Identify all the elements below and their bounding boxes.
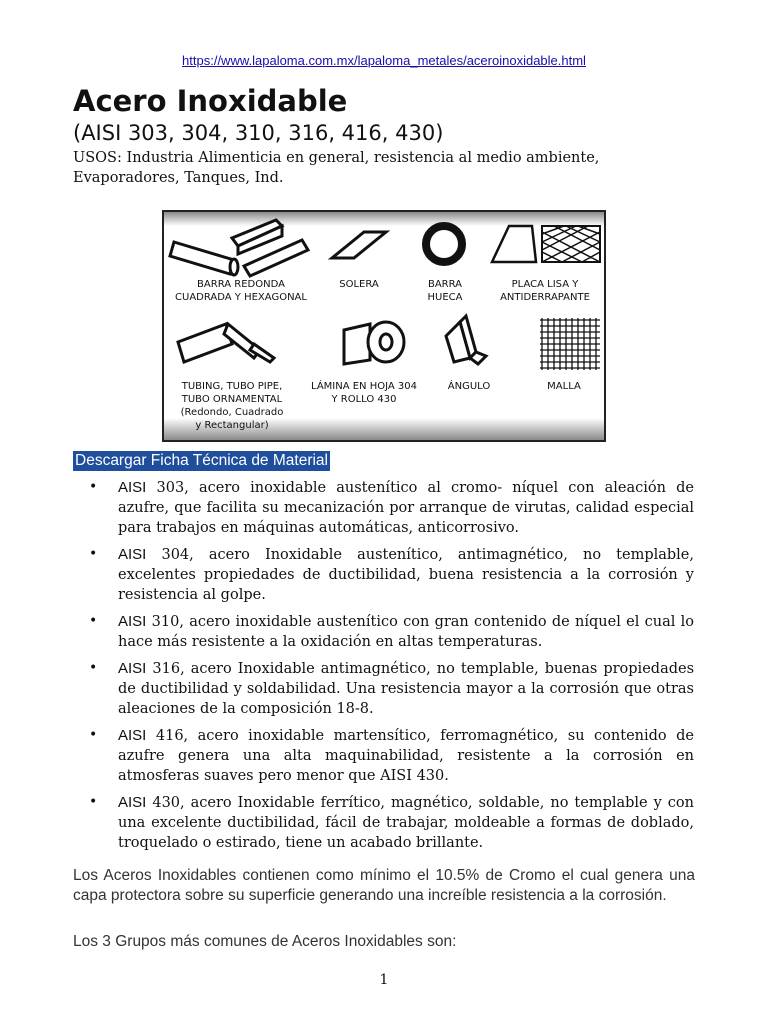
square-bar-shape <box>232 220 282 254</box>
chromium-paragraph: Los Aceros Inoxidables contienen como mínimo el 10.5% de Cromo el cual genera una capa protectora sobre su superficie generando una increíble resistencia a la corrosión. <box>73 867 695 904</box>
bullet-icon: • <box>89 546 98 562</box>
bullet-icon: • <box>89 613 98 629</box>
list-item <box>90 659 694 719</box>
page-number: 1 <box>379 972 389 988</box>
list-item <box>90 478 694 538</box>
bullet-icon: • <box>89 794 98 810</box>
mesh-shape <box>540 318 600 370</box>
flat-bar-shape <box>332 232 386 258</box>
label-lamina: LÁMINA EN HOJA 304 Y ROLLO 430 <box>311 381 417 405</box>
diamond-plate-shape <box>542 226 600 262</box>
label-tubing: TUBING, TUBO PIPE, TUBO ORNAMENTAL (Redondo, Cuadrado y Rectangular) <box>180 381 284 431</box>
label-barra-hueca: BARRA HUECA <box>427 279 463 303</box>
groups-paragraph: Los 3 Grupos más comunes de Aceros Inoxidables son: <box>73 933 457 950</box>
aisi-grades-list <box>90 478 694 860</box>
round-bar-shape <box>170 242 238 275</box>
item-text: 303, acero inoxidable austenítico al cromo- níquel con aleación de azufre, que facilita su mecanización por arranque de virutas, calidad especial para trabajos en máquinas automáticas, anticorrosivo. <box>118 480 695 536</box>
aisi-label: AISI <box>118 546 147 563</box>
item-text: 416, acero inoxidable martensítico, ferromagnético, su contenido de azufre genera una alta maquinabilidad, resistente a la corrosión en atmosferas suaves pero menor que AISI 430. <box>118 728 695 784</box>
label-malla: MALLA <box>547 381 581 392</box>
product-forms-figure <box>162 210 606 442</box>
list-item <box>90 793 694 853</box>
page-subtitle: (AISI 303, 304, 310, 316, 416, 430) <box>73 121 444 145</box>
plate-shape <box>492 226 536 262</box>
aisi-label: AISI <box>118 794 147 811</box>
aisi-label: AISI <box>118 727 147 744</box>
list-item <box>90 612 694 652</box>
bullet-icon: • <box>89 660 98 676</box>
list-item <box>90 726 694 786</box>
label-placa: PLACA LISA Y ANTIDERRAPANTE <box>500 279 590 303</box>
bullet-icon: • <box>89 479 98 495</box>
item-text: 430, acero Inoxidable ferrítico, magnético, soldable, no templable y con una excelente ductibilidad, fácil de trabajar, moldeable a formas de doblado, troquelado o estirado, tiene un acabado brillante. <box>118 795 694 851</box>
item-text: 304, acero Inoxidable austenítico, antimagnético, no templable, excelentes propiedades de ductibilidad, buena resistencia a la corrosión y resistencia al golpe. <box>118 547 695 603</box>
aisi-label: AISI <box>118 613 147 630</box>
label-angulo: ÁNGULO <box>447 381 491 392</box>
tube-shape <box>178 324 274 362</box>
label-barra-redonda: BARRA REDONDA CUADRADA Y HEXAGONAL <box>175 279 307 303</box>
aisi-label: AISI <box>118 660 147 677</box>
item-text: 316, acero Inoxidable antimagnético, no templable, buenas propiedades de ductibilidad y soldabilidad. Una resistencia mayor a la corrosión que otras aleaciones de la composición 18-8. <box>118 661 695 717</box>
source-url-link[interactable]: https://www.lapaloma.com.mx/lapaloma_metales/aceroinoxidable.html <box>182 53 586 68</box>
usos-text: USOS: Industria Alimenticia en general, resistencia al medio ambiente, Evaporadores, Tanques, Ind. <box>73 150 600 186</box>
label-solera: SOLERA <box>339 279 379 290</box>
angle-shape <box>446 316 486 364</box>
sheet-roll-shape <box>344 322 404 364</box>
page-title: Acero Inoxidable <box>73 84 348 118</box>
item-text: 310, acero inoxidable austenítico con gran contenido de níquel el cual lo hace más resistente a la oxidación en altas temperaturas. <box>118 614 695 650</box>
list-item <box>90 545 694 605</box>
hollow-bar-shape <box>426 226 462 262</box>
download-datasheet-link[interactable]: Descargar Ficha Técnica de Material <box>75 452 328 469</box>
aisi-label: AISI <box>118 479 147 496</box>
bullet-icon: • <box>89 727 98 743</box>
